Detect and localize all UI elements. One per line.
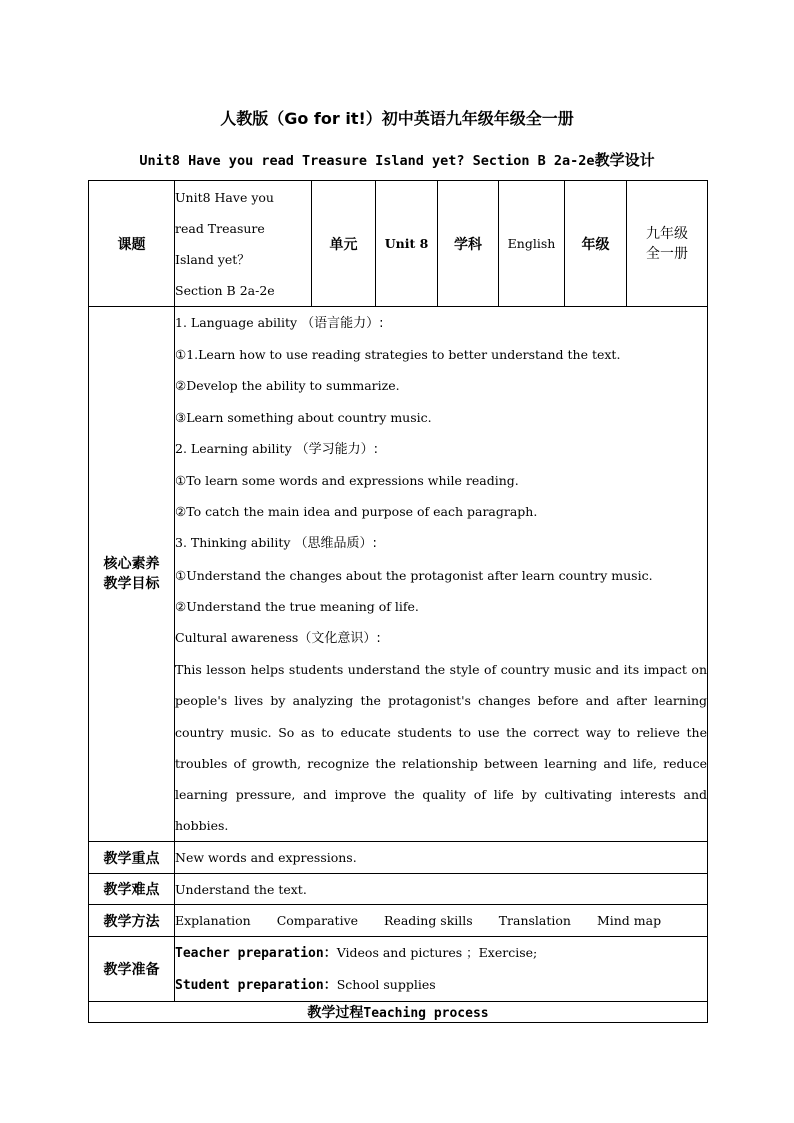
method-item: Reading skills — [384, 913, 473, 929]
preparation-content — [175, 937, 708, 1002]
difficulties-row — [89, 874, 708, 905]
methods-row — [89, 905, 708, 937]
objectives-row — [89, 307, 708, 842]
subject-value: English — [499, 181, 565, 307]
cultural-awareness-heading: Cultural awareness（文化意识）: — [175, 630, 381, 647]
thinking-ability-heading: 3. Thinking ability （思维品质）: — [175, 535, 377, 552]
preparation-label: 教学准备 — [89, 937, 175, 1002]
key-points-row — [89, 842, 708, 874]
methods-label: 教学方法 — [89, 905, 175, 937]
lesson-plan-table — [88, 180, 708, 1023]
objectives-label: 核心素养 教学目标 — [89, 307, 175, 842]
subtitle-english: Unit8 Have you read Treasure Island yet? Section B 2a-2e — [139, 153, 595, 169]
document-subtitle — [0, 149, 794, 170]
objective-item: ③Learn something about country music. — [175, 409, 432, 425]
preparation-row — [89, 937, 708, 1002]
unit-value: Unit 8 — [376, 181, 438, 307]
key-points-value: New words and expressions. — [175, 842, 708, 874]
methods-list — [175, 905, 708, 937]
teaching-process-heading: 教学过程Teaching process — [89, 1002, 708, 1023]
key-points-label: 教学重点 — [89, 842, 175, 874]
method-item: Translation — [498, 913, 571, 929]
learning-ability-heading: 2. Learning ability （学习能力）: — [175, 440, 378, 457]
objective-item: ①To learn some words and expressions while reading. — [175, 473, 519, 489]
info-row — [89, 181, 708, 307]
grade-value: 九年级 全一册 — [627, 181, 708, 307]
objectives-content — [175, 307, 708, 842]
subtitle-chinese: 教学设计 — [594, 151, 655, 169]
topic-label: 课题 — [89, 181, 175, 307]
document-title: 人教版（Go for it!）初中英语九年级年级全一册 — [220, 109, 574, 128]
language-ability-heading: 1. Language ability （语言能力）: — [175, 315, 384, 331]
method-item: Comparative — [276, 913, 359, 929]
objective-item: ①Understand the changes about the protagonist after learn country music. — [175, 567, 653, 583]
subject-label: 学科 — [438, 181, 499, 307]
objective-item: ②To catch the main idea and purpose of each paragraph. — [175, 504, 538, 520]
teacher-preparation: Teacher preparation：Videos and pictures ；Exercise; — [175, 945, 538, 962]
difficulties-value: Understand the text. — [175, 874, 708, 905]
method-item: Explanation — [175, 913, 251, 929]
objective-item: ②Understand the true meaning of life. — [175, 598, 419, 614]
topic-value: Unit8 Have you read Treasure Island yet？ Section B 2a-2e — [175, 181, 312, 307]
objective-item: ①1.Learn how to use reading strategies to better understand the text. — [175, 347, 621, 363]
method-item: Mind map — [596, 913, 662, 929]
unit-label: 单元 — [312, 181, 376, 307]
grade-label: 年级 — [565, 181, 627, 307]
difficulties-label: 教学难点 — [89, 874, 175, 905]
objective-item: ②Develop the ability to summarize. — [175, 378, 400, 394]
cultural-awareness-text: This lesson helps students understand the style of country music and its impact on people's lives by analyzing the protagonist's changes before and after learning country music. So as to educate students to use the correct way to relieve the troubles of growth, recognize the relationship between learning and life, reduce learning pressure, and improve the quality of life by cultivating interests and hobbies. — [175, 662, 707, 834]
student-preparation: Student preparation：School supplies — [175, 977, 436, 994]
process-row — [89, 1002, 708, 1023]
